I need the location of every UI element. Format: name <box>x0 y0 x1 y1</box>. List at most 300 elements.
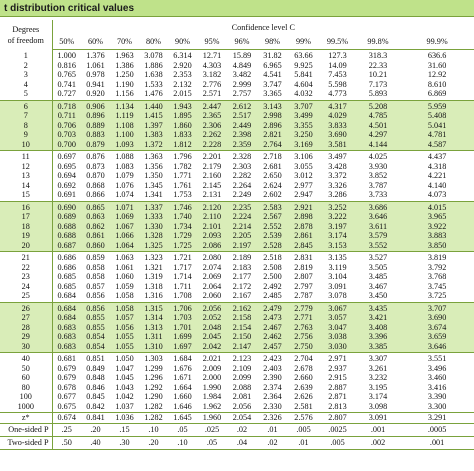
critical-value-cell: 3.307 <box>356 353 400 364</box>
critical-value-cell: 2.147 <box>227 342 257 353</box>
critical-value-cell: 4.144 <box>356 140 400 151</box>
critical-value-cell: 3.153 <box>319 241 356 252</box>
critical-value-cell: 2.365 <box>197 111 227 121</box>
critical-value-cell: 1.383 <box>139 130 168 140</box>
critical-value-cell: .40 <box>81 436 110 449</box>
critical-value-cell: 1.066 <box>110 231 139 241</box>
critical-value-cell: 2.074 <box>197 263 227 273</box>
critical-value-cell: 2.183 <box>227 263 257 273</box>
table-row <box>0 50 474 61</box>
critical-value-cell: 3.930 <box>356 162 400 172</box>
critical-value-cell: 1.860 <box>168 121 197 131</box>
critical-value-cell: 3.579 <box>356 231 400 241</box>
critical-value-cell: 3.421 <box>356 313 400 323</box>
table-row <box>0 302 474 313</box>
critical-value-cell: 0.842 <box>81 402 110 413</box>
critical-value-cell: 1.699 <box>168 332 197 342</box>
table-row <box>0 353 474 364</box>
critical-value-cell: .25 <box>52 423 81 436</box>
critical-value-cell: 0.683 <box>52 332 81 342</box>
table-row <box>0 252 474 263</box>
critical-value-cell: 0.873 <box>81 162 110 172</box>
critical-value-cell: .20 <box>139 436 168 449</box>
critical-value-cell: 7.453 <box>319 70 356 80</box>
critical-value-cell: 2.088 <box>227 383 257 393</box>
table-row <box>0 272 474 282</box>
critical-value-cell: 3.922 <box>400 222 474 232</box>
critical-value-cell: 2.262 <box>197 130 227 140</box>
critical-value-cell: 0.685 <box>52 272 81 282</box>
critical-value-cell: 1.325 <box>139 241 168 252</box>
critical-value-cell: 3.646 <box>356 212 400 222</box>
table-title: t distribution critical values <box>0 0 474 17</box>
critical-value-cell: 2.158 <box>227 313 257 323</box>
critical-value-cell: 4.303 <box>197 61 227 71</box>
critical-value-cell: 0.862 <box>81 222 110 232</box>
critical-value-cell: 1.296 <box>139 373 168 383</box>
critical-value-cell: 2.571 <box>197 89 227 100</box>
critical-value-cell: 3.686 <box>356 201 400 212</box>
critical-value-cell: 3.261 <box>356 364 400 374</box>
critical-value-cell: 0.851 <box>81 353 110 364</box>
critical-value-cell: 3.106 <box>288 151 319 162</box>
critical-value-cell: 2.756 <box>288 332 319 342</box>
critical-value-cell: 2.518 <box>257 252 288 263</box>
critical-value-cell: 2.467 <box>257 323 288 333</box>
table-row <box>0 263 474 273</box>
critical-value-cell: 318.3 <box>356 50 400 61</box>
critical-value-cell: 0.858 <box>81 263 110 273</box>
critical-value-cell: 2.678 <box>288 364 319 374</box>
critical-value-cell: 3.143 <box>257 100 288 111</box>
critical-value-cell: 3.232 <box>356 373 400 383</box>
critical-value-cell: 2.109 <box>227 364 257 374</box>
critical-value-cell: 2.224 <box>227 212 257 222</box>
critical-value-cell: 2.179 <box>197 162 227 172</box>
critical-value-cell: 2.214 <box>227 222 257 232</box>
row-label: 8 <box>0 121 52 131</box>
critical-value-cell: 127.3 <box>319 50 356 61</box>
critical-value-cell: 1.076 <box>110 181 139 191</box>
critical-value-cell: 2.771 <box>288 313 319 323</box>
critical-value-cell: .001 <box>356 423 400 436</box>
critical-value-cell: 1.660 <box>168 392 197 402</box>
critical-value-cell: 3.182 <box>197 70 227 80</box>
critical-value-cell: 0.679 <box>52 373 81 383</box>
critical-value-cell: 2.326 <box>257 413 288 424</box>
critical-value-cell: 1.063 <box>110 252 139 263</box>
critical-value-cell: 2.567 <box>257 212 288 222</box>
critical-value-cell: 2.624 <box>257 181 288 191</box>
critical-value-cell: 2.821 <box>257 130 288 140</box>
critical-value-cell: 0.906 <box>81 100 110 111</box>
critical-value-cell: 1.045 <box>110 373 139 383</box>
row-label: 13 <box>0 171 52 181</box>
row-label: 9 <box>0 130 52 140</box>
critical-value-cell: 3.416 <box>400 383 474 393</box>
critical-value-cell: 1.318 <box>139 282 168 292</box>
critical-value-cell: 5.208 <box>356 100 400 111</box>
table-row <box>0 392 474 402</box>
z-star-row-group <box>0 413 474 424</box>
critical-value-cell: 2.000 <box>197 373 227 383</box>
critical-value-cell: 4.437 <box>400 151 474 162</box>
row-label: 25 <box>0 291 52 302</box>
critical-value-cell: 2.403 <box>257 364 288 374</box>
critical-value-cell: .01 <box>257 423 288 436</box>
critical-value-cell: 3.485 <box>356 272 400 282</box>
critical-value-cell: 0.700 <box>52 140 81 151</box>
critical-value-cell: 2.189 <box>227 252 257 263</box>
critical-value-cell: 1.706 <box>168 302 197 313</box>
critical-value-cell: 2.048 <box>197 323 227 333</box>
critical-value-cell: 0.858 <box>81 272 110 282</box>
critical-value-cell: 1.703 <box>168 313 197 323</box>
critical-value-cell: 4.587 <box>400 140 474 151</box>
critical-value-cell: .01 <box>288 436 319 449</box>
critical-value-cell: 63.66 <box>288 50 319 61</box>
critical-value-cell: 0.846 <box>81 383 110 393</box>
critical-value-cell: 2.306 <box>197 121 227 131</box>
table-row <box>0 201 474 212</box>
critical-value-cell: 3.581 <box>319 140 356 151</box>
critical-value-cell: 1.676 <box>168 364 197 374</box>
critical-value-cell: 2.819 <box>288 263 319 273</box>
critical-value-cell: 2.132 <box>168 80 197 90</box>
critical-value-cell: 2.160 <box>197 171 227 181</box>
critical-value-cell: 0.677 <box>52 392 81 402</box>
critical-value-cell: 12.92 <box>400 70 474 80</box>
critical-value-cell: 2.228 <box>197 140 227 151</box>
table-row <box>0 313 474 323</box>
critical-value-cell: 2.650 <box>257 171 288 181</box>
critical-value-cell: 2.042 <box>197 342 227 353</box>
table-row <box>0 383 474 393</box>
critical-value-cell: 1.156 <box>110 89 139 100</box>
critical-value-cell: 5.041 <box>400 121 474 131</box>
critical-value-cell: 1.671 <box>168 373 197 383</box>
critical-value-cell: 3.505 <box>356 263 400 273</box>
critical-value-cell: 12.71 <box>197 50 227 61</box>
critical-value-cell: 0.678 <box>52 383 81 393</box>
table-row <box>0 162 474 172</box>
critical-value-cell: 3.091 <box>356 413 400 424</box>
critical-value-cell: 636.6 <box>400 50 474 61</box>
critical-value-cell: 0.674 <box>52 413 81 424</box>
critical-value-cell: 3.012 <box>288 171 319 181</box>
critical-value-cell: 1.984 <box>197 392 227 402</box>
critical-value-cell: 1.638 <box>139 70 168 80</box>
critical-value-cell: 3.055 <box>288 162 319 172</box>
critical-value-cell: 3.467 <box>356 282 400 292</box>
critical-value-cell: 31.82 <box>257 50 288 61</box>
critical-value-cell: 1.345 <box>139 181 168 191</box>
critical-value-cell: 0.856 <box>81 302 110 313</box>
critical-value-cell: 1.328 <box>139 231 168 241</box>
table-row <box>0 423 474 436</box>
critical-value-cell: 0.859 <box>81 252 110 263</box>
critical-value-cell: 0.690 <box>52 201 81 212</box>
critical-value-cell: 2.500 <box>257 272 288 282</box>
critical-value-cell: 1.812 <box>168 140 197 151</box>
critical-value-cell: .05 <box>168 423 197 436</box>
critical-value-cell: 1.746 <box>168 201 197 212</box>
row-label: 6 <box>0 100 52 111</box>
critical-value-cell: 3.300 <box>400 402 474 413</box>
critical-value-cell: 5.598 <box>319 80 356 90</box>
critical-value-cell: 3.408 <box>356 323 400 333</box>
critical-value-cell: 4.025 <box>356 151 400 162</box>
critical-value-cell: 2.390 <box>257 373 288 383</box>
critical-value-cell: 0.861 <box>81 231 110 241</box>
critical-value-cell: 1.061 <box>110 263 139 273</box>
row-label: 7 <box>0 111 52 121</box>
critical-value-cell: 3.745 <box>400 282 474 292</box>
table-row <box>0 413 474 424</box>
row-label: 60 <box>0 373 52 383</box>
critical-value-cell: 1.055 <box>110 332 139 342</box>
critical-value-cell: 1.093 <box>110 140 139 151</box>
confidence-level-header: Confidence level C <box>231 23 295 32</box>
critical-value-cell: 1.886 <box>139 61 168 71</box>
critical-value-cell: 1.960 <box>197 413 227 424</box>
table-row <box>0 171 474 181</box>
confidence-column-header: 96% <box>227 35 257 50</box>
critical-value-cell: 3.852 <box>356 171 400 181</box>
critical-value-cell: 2.612 <box>227 100 257 111</box>
p-value-rows <box>0 423 474 449</box>
critical-value-cell: 0.855 <box>81 323 110 333</box>
critical-value-cell: 0.684 <box>52 291 81 302</box>
critical-value-cell: 1.963 <box>110 50 139 61</box>
critical-value-cell: 3.690 <box>400 313 474 323</box>
table-row <box>0 212 474 222</box>
critical-value-cell: 1.310 <box>139 342 168 353</box>
critical-value-cell: 2.201 <box>197 151 227 162</box>
critical-value-cell: 2.998 <box>257 111 288 121</box>
critical-value-cell: 0.687 <box>52 241 81 252</box>
critical-value-cell: 2.660 <box>288 373 319 383</box>
critical-value-cell: 2.457 <box>257 342 288 353</box>
row-label: 80 <box>0 383 52 393</box>
row-label: 15 <box>0 190 52 201</box>
critical-value-cell: 1.060 <box>110 272 139 282</box>
critical-value-cell: 2.718 <box>257 151 288 162</box>
critical-value-cell: 2.060 <box>197 291 227 302</box>
critical-value-cell: 22.33 <box>356 61 400 71</box>
critical-value-cell: 4.785 <box>356 111 400 121</box>
row-label: 50 <box>0 364 52 374</box>
critical-value-cell: 2.807 <box>319 413 356 424</box>
table-row <box>0 342 474 353</box>
row-label: 27 <box>0 313 52 323</box>
critical-value-cell: 3.428 <box>319 162 356 172</box>
critical-value-cell: 1.323 <box>139 252 168 263</box>
row-label: 1 <box>0 50 52 61</box>
critical-value-cell: 1.697 <box>168 342 197 353</box>
critical-value-cell: 6.314 <box>168 50 197 61</box>
critical-value-cell: 1.058 <box>110 302 139 313</box>
critical-value-cell: 3.551 <box>400 353 474 364</box>
row-label: 21 <box>0 252 52 263</box>
critical-value-cell: 2.328 <box>227 151 257 162</box>
critical-value-cell: 3.850 <box>400 241 474 252</box>
critical-value-cell: 3.365 <box>257 89 288 100</box>
confidence-column-header: 60% <box>81 35 110 50</box>
critical-value-cell: 2.110 <box>197 212 227 222</box>
df-group <box>0 353 474 413</box>
critical-value-cell: 3.497 <box>319 151 356 162</box>
critical-value-cell: .02 <box>227 423 257 436</box>
confidence-column-header: 99% <box>288 35 319 50</box>
confidence-column-header: 80% <box>139 35 168 50</box>
critical-value-cell: 3.819 <box>400 252 474 263</box>
critical-value-cell: 1.771 <box>168 171 197 181</box>
critical-value-cell: 2.485 <box>257 291 288 302</box>
critical-value-cell: 2.330 <box>257 402 288 413</box>
critical-value-cell: 2.977 <box>288 181 319 191</box>
critical-value-cell: 0.718 <box>52 100 81 111</box>
table-row <box>0 151 474 162</box>
critical-value-cell: 1.043 <box>110 383 139 393</box>
critical-value-cell: 3.385 <box>356 342 400 353</box>
critical-value-cell: 2.937 <box>319 364 356 374</box>
critical-value-cell: 3.527 <box>356 252 400 263</box>
critical-value-cell: 2.971 <box>319 353 356 364</box>
table-row <box>0 282 474 292</box>
critical-value-cell: 2.639 <box>288 383 319 393</box>
t-distribution-table <box>0 20 474 450</box>
confidence-column-header: 70% <box>110 35 139 50</box>
table-row <box>0 364 474 374</box>
critical-value-cell: 1.292 <box>139 383 168 393</box>
critical-value-cell: 1.067 <box>110 222 139 232</box>
row-label: 17 <box>0 212 52 222</box>
critical-value-cell: 0.765 <box>52 70 81 80</box>
critical-value-cell: 2.353 <box>168 70 197 80</box>
critical-value-cell: 2.517 <box>227 111 257 121</box>
critical-value-cell: .10 <box>139 423 168 436</box>
critical-value-cell: 1.645 <box>168 413 197 424</box>
df-group <box>0 50 474 101</box>
critical-value-cell: 2.704 <box>288 353 319 364</box>
critical-value-cell: 1.943 <box>168 100 197 111</box>
critical-value-cell: 2.303 <box>227 162 257 172</box>
critical-value-cell: 2.249 <box>227 190 257 201</box>
row-label: 20 <box>0 241 52 252</box>
critical-value-cell: 1.397 <box>139 121 168 131</box>
confidence-percent-row <box>0 35 474 50</box>
critical-value-cell: 2.120 <box>197 201 227 212</box>
critical-value-cell: 0.857 <box>81 282 110 292</box>
critical-value-cell: 1.119 <box>110 111 139 121</box>
critical-value-cell: 3.372 <box>319 171 356 181</box>
critical-value-cell: 1.356 <box>139 162 168 172</box>
critical-value-cell: 0.694 <box>52 171 81 181</box>
critical-value-cell: 2.581 <box>288 402 319 413</box>
confidence-column-header: 99.5% <box>319 35 356 50</box>
critical-value-cell: 1.761 <box>168 181 197 191</box>
critical-value-cell: 1.711 <box>168 282 197 292</box>
critical-value-cell: .05 <box>197 436 227 449</box>
row-label: 23 <box>0 272 52 282</box>
critical-value-cell: 0.879 <box>81 140 110 151</box>
critical-value-cell: 2.081 <box>227 392 257 402</box>
critical-value-cell: 1.708 <box>168 291 197 302</box>
critical-value-cell: 2.845 <box>288 241 319 252</box>
critical-value-cell: .005 <box>288 423 319 436</box>
table-row <box>0 89 474 100</box>
critical-value-cell: 2.064 <box>197 282 227 292</box>
critical-value-cell: 0.816 <box>52 61 81 71</box>
critical-value-cell: 2.054 <box>227 413 257 424</box>
critical-value-cell: 2.359 <box>227 140 257 151</box>
critical-value-cell: 0.854 <box>81 332 110 342</box>
critical-value-cell: 3.768 <box>400 272 474 282</box>
critical-value-cell: 2.576 <box>288 413 319 424</box>
critical-value-cell: 1.037 <box>110 402 139 413</box>
table-row <box>0 100 474 111</box>
critical-value-cell: 2.947 <box>288 190 319 201</box>
row-label: 28 <box>0 323 52 333</box>
critical-value-cell: 1.734 <box>168 222 197 232</box>
table-row <box>0 121 474 131</box>
critical-value-cell: 0.688 <box>52 222 81 232</box>
critical-value-cell: 1.314 <box>139 313 168 323</box>
critical-value-cell: 1.047 <box>110 364 139 374</box>
table-row <box>0 190 474 201</box>
critical-value-cell: 2.797 <box>288 282 319 292</box>
table-row <box>0 436 474 449</box>
critical-value-cell: 4.541 <box>257 70 288 80</box>
critical-value-cell: 3.174 <box>319 231 356 241</box>
critical-value-cell: 0.684 <box>52 313 81 323</box>
critical-value-cell: 1.042 <box>110 392 139 402</box>
critical-value-cell: 0.675 <box>52 402 81 413</box>
critical-value-cell: .005 <box>319 436 356 449</box>
critical-value-cell: 1.313 <box>139 323 168 333</box>
critical-value-cell: 3.390 <box>400 392 474 402</box>
critical-value-cell: 1.282 <box>139 402 168 413</box>
critical-value-cell: 1.725 <box>168 241 197 252</box>
critical-value-cell: 0.941 <box>81 80 110 90</box>
critical-value-cell: 0.688 <box>52 231 81 241</box>
critical-value-cell: 6.869 <box>400 89 474 100</box>
row-label: 19 <box>0 231 52 241</box>
row-label: 14 <box>0 181 52 191</box>
critical-value-cell: 0.841 <box>81 413 110 424</box>
table-row <box>0 61 474 71</box>
critical-value-cell: 1.895 <box>168 111 197 121</box>
critical-value-cell: 1.050 <box>110 353 139 364</box>
critical-value-cell: 3.965 <box>400 212 474 222</box>
critical-value-cell: 0.689 <box>52 212 81 222</box>
table-row <box>0 373 474 383</box>
critical-value-cell: 3.057 <box>319 313 356 323</box>
critical-value-cell: 3.174 <box>356 392 400 402</box>
row-label: 26 <box>0 302 52 313</box>
df-group <box>0 252 474 303</box>
critical-value-cell: 3.195 <box>356 383 400 393</box>
critical-value-cell: 5.841 <box>288 70 319 80</box>
critical-value-cell: 0.691 <box>52 190 81 201</box>
critical-value-cell: 0.866 <box>81 190 110 201</box>
df-header-line1: Degrees <box>12 24 40 34</box>
critical-value-cell: 2.374 <box>257 383 288 393</box>
critical-value-cell: 0.848 <box>81 373 110 383</box>
critical-value-cell: 1.962 <box>197 402 227 413</box>
critical-value-cell: .15 <box>110 423 139 436</box>
